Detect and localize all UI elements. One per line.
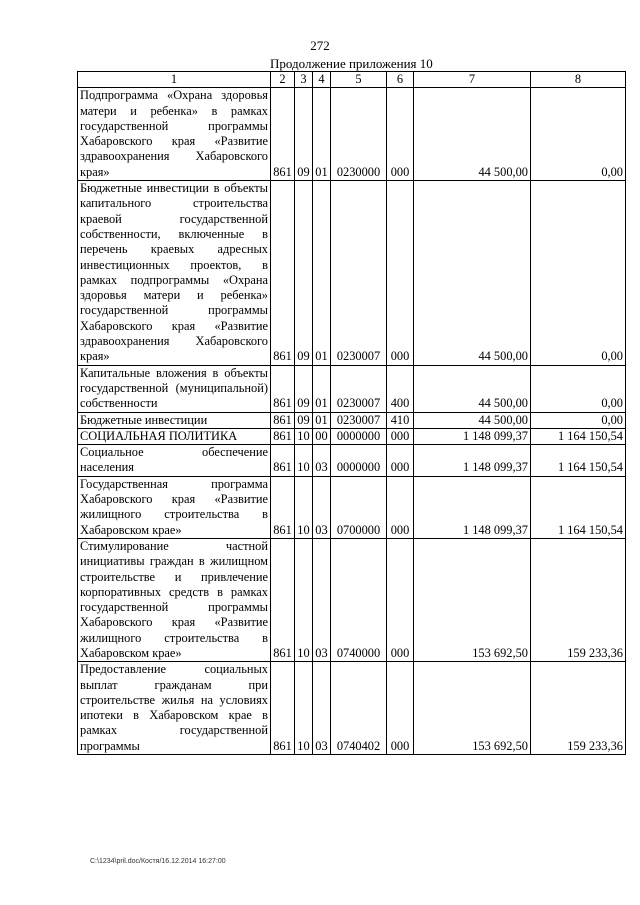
cell-section: 09 [295, 365, 313, 412]
cell-section: 10 [295, 445, 313, 477]
row-name: Государственная программа Хабаровского края «Развитие жилищного строительства в Хабаровском крае» [78, 476, 271, 538]
column-header: 2 [271, 72, 295, 88]
table-row [78, 365, 626, 412]
cell-target: 0700000 [331, 476, 387, 538]
cell-ministry: 861 [271, 428, 295, 444]
cell-amount-2: 159 233,36 [531, 538, 626, 661]
cell-amount-1: 44 500,00 [414, 412, 531, 428]
cell-expense-type: 000 [387, 428, 414, 444]
cell-amount-1: 1 148 099,37 [414, 428, 531, 444]
table-row [78, 538, 626, 661]
cell-ministry: 861 [271, 476, 295, 538]
cell-target: 0230007 [331, 181, 387, 366]
cell-amount-2: 1 164 150,54 [531, 428, 626, 444]
cell-section: 09 [295, 88, 313, 181]
row-name: Подпрограмма «Охрана здоровья матери и ребенка» в рамках государственной программы Хабаровского края «Развитие здравоохранения Хабаровского края» [78, 88, 271, 181]
cell-subsection: 00 [313, 428, 331, 444]
cell-subsection: 01 [313, 88, 331, 181]
cell-amount-1: 44 500,00 [414, 88, 531, 181]
cell-subsection: 03 [313, 476, 331, 538]
cell-section: 09 [295, 412, 313, 428]
column-header: 4 [313, 72, 331, 88]
cell-subsection: 01 [313, 181, 331, 366]
table-row [78, 662, 626, 755]
cell-expense-type: 000 [387, 181, 414, 366]
table-row [78, 88, 626, 181]
cell-section: 10 [295, 662, 313, 755]
cell-expense-type: 000 [387, 538, 414, 661]
cell-amount-2: 159 233,36 [531, 662, 626, 755]
column-header: 8 [531, 72, 626, 88]
table-row [78, 181, 626, 366]
cell-amount-1: 153 692,50 [414, 538, 531, 661]
cell-expense-type: 000 [387, 88, 414, 181]
row-name: Бюджетные инвестиции в объекты капитального строительства краевой государственной собственности, включенные в перечень краевых адресных инвестиционных проектов, в рамках подпрограммы «Охрана здоровья матери и ребенка» государственной программы Хабаровского края «Развитие здравоохранения Хабаровского края» [78, 181, 271, 366]
table-header-row [78, 72, 626, 88]
cell-ministry: 861 [271, 412, 295, 428]
cell-expense-type: 400 [387, 365, 414, 412]
cell-ministry: 861 [271, 662, 295, 755]
cell-expense-type: 000 [387, 476, 414, 538]
cell-target: 0230000 [331, 88, 387, 181]
cell-subsection: 03 [313, 445, 331, 477]
column-header: 6 [387, 72, 414, 88]
cell-target: 0740000 [331, 538, 387, 661]
cell-amount-2: 1 164 150,54 [531, 476, 626, 538]
cell-amount-2: 0,00 [531, 88, 626, 181]
row-name: Социальное обеспечение населения [78, 445, 271, 477]
continuation-title: Продолжение приложения 10 [270, 56, 433, 71]
cell-subsection: 01 [313, 412, 331, 428]
table-row [78, 428, 626, 444]
row-name: СОЦИАЛЬНАЯ ПОЛИТИКА [78, 428, 271, 444]
page-number: 272 [310, 38, 330, 53]
cell-ministry: 861 [271, 181, 295, 366]
cell-amount-2: 0,00 [531, 365, 626, 412]
footer-file-path: C:\1234\pril.doc/Костя/16.12.2014 16:27:00 [90, 858, 226, 865]
cell-amount-1: 1 148 099,37 [414, 476, 531, 538]
cell-section: 09 [295, 181, 313, 366]
cell-expense-type: 000 [387, 445, 414, 477]
cell-target: 0000000 [331, 445, 387, 477]
cell-amount-2: 1 164 150,54 [531, 445, 626, 477]
cell-amount-1: 44 500,00 [414, 365, 531, 412]
table-row [78, 412, 626, 428]
column-header: 5 [331, 72, 387, 88]
cell-subsection: 03 [313, 662, 331, 755]
cell-subsection: 03 [313, 538, 331, 661]
cell-ministry: 861 [271, 365, 295, 412]
row-name: Капитальные вложения в объекты государственной (муниципальной) собственности [78, 365, 271, 412]
cell-amount-2: 0,00 [531, 181, 626, 366]
cell-amount-2: 0,00 [531, 412, 626, 428]
cell-section: 10 [295, 476, 313, 538]
cell-target: 0740402 [331, 662, 387, 755]
row-name: Предоставление социальных выплат гражданам при строительстве жилья на условиях ипотеки в Хабаровском крае в рамках государственной программы [78, 662, 271, 755]
cell-target: 0000000 [331, 428, 387, 444]
row-name: Стимулирование частной инициативы граждан в жилищном строительстве и привлечение корпоративных средств в рамках государственной программы Хабаровского края «Развитие жилищного строительства в Хабаровском крае» [78, 538, 271, 661]
table-row [78, 445, 626, 477]
cell-target: 0230007 [331, 412, 387, 428]
cell-subsection: 01 [313, 365, 331, 412]
cell-amount-1: 1 148 099,37 [414, 445, 531, 477]
cell-expense-type: 410 [387, 412, 414, 428]
row-name: Бюджетные инвестиции [78, 412, 271, 428]
budget-table [77, 71, 626, 755]
column-header: 7 [414, 72, 531, 88]
cell-target: 0230007 [331, 365, 387, 412]
cell-amount-1: 153 692,50 [414, 662, 531, 755]
table-row [78, 476, 626, 538]
cell-amount-1: 44 500,00 [414, 181, 531, 366]
cell-section: 10 [295, 428, 313, 444]
column-header: 1 [78, 72, 271, 88]
cell-ministry: 861 [271, 88, 295, 181]
column-header: 3 [295, 72, 313, 88]
cell-section: 10 [295, 538, 313, 661]
cell-expense-type: 000 [387, 662, 414, 755]
cell-ministry: 861 [271, 445, 295, 477]
cell-ministry: 861 [271, 538, 295, 661]
